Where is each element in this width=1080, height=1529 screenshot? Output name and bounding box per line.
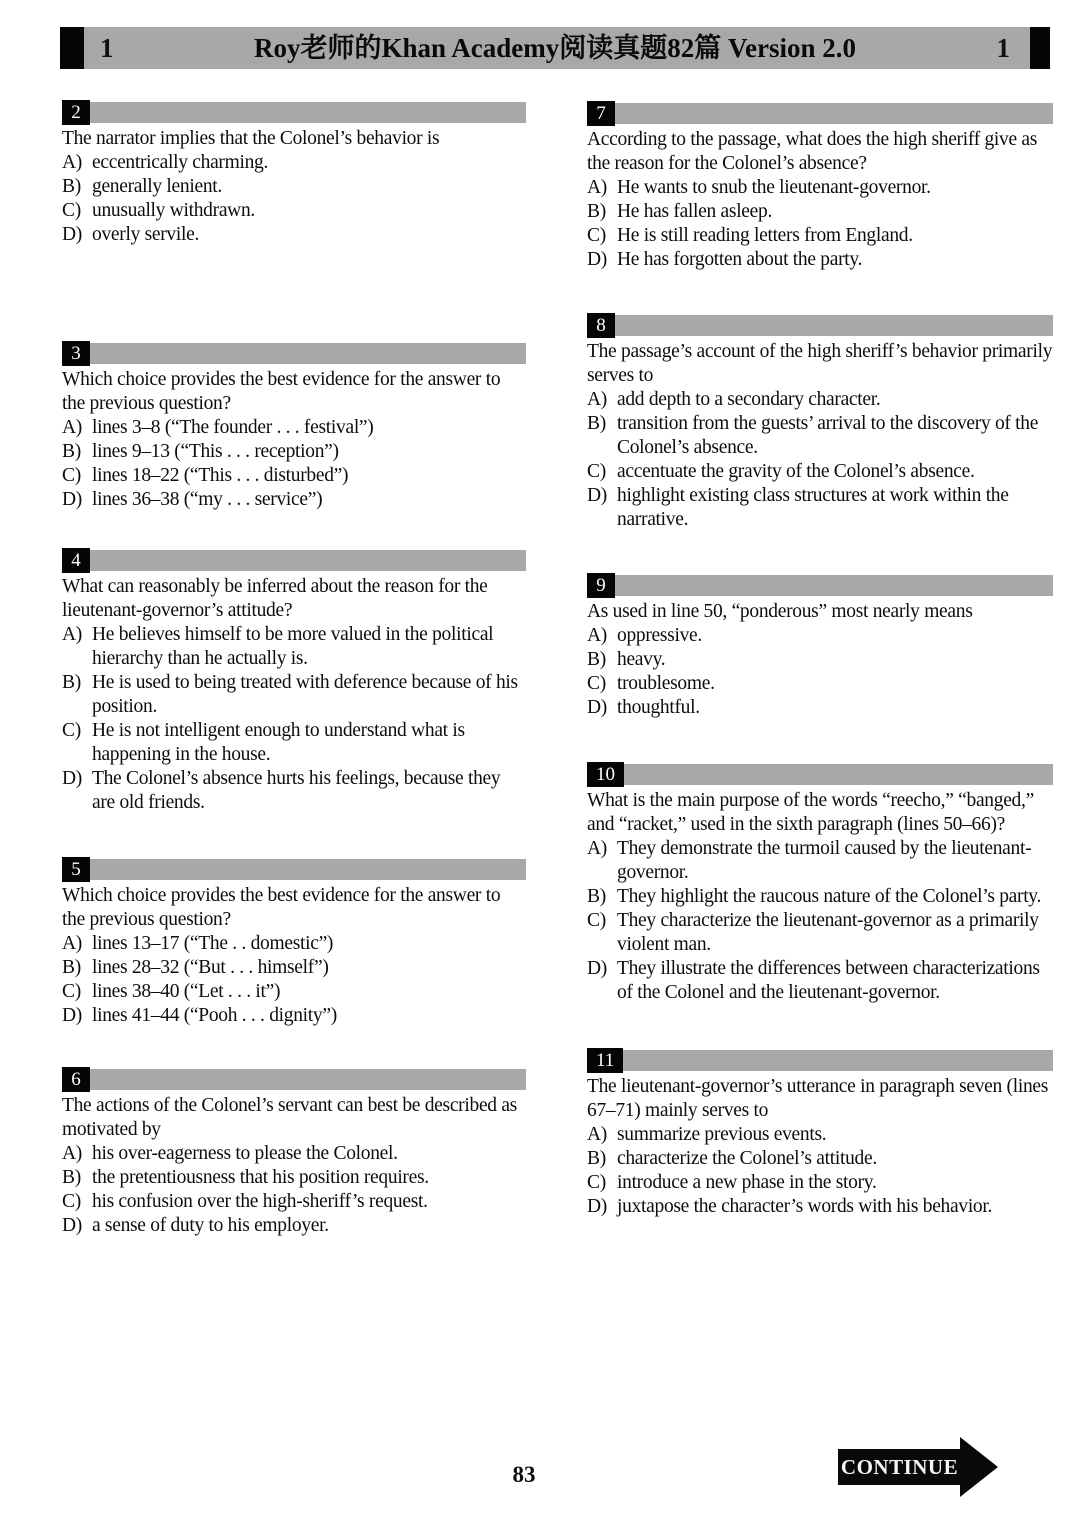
answer-choice-row [587, 412, 1053, 460]
choice-letter: A) [587, 177, 607, 198]
answer-choice-row [587, 200, 1053, 224]
answer-choice-row [587, 176, 1053, 200]
question-stem: As used in line 50, “ponderous” most nearly means [587, 601, 973, 622]
choice-letter: D) [62, 1215, 82, 1236]
choice-letter: C) [587, 225, 606, 246]
question-number-band [62, 548, 526, 573]
answer-choice-row [587, 1147, 1053, 1171]
question-band-bar [615, 575, 1053, 596]
question-band-bar [90, 343, 526, 364]
choice-text: They illustrate the differences between characterizations of the Colonel and the lieutenant-governor. [617, 958, 1040, 1003]
answer-choice-row [587, 224, 1053, 248]
question-number: 7 [587, 101, 615, 126]
choice-text: He is not intelligent enough to understand what is happening in the house. [92, 720, 465, 765]
choice-letter: A) [587, 1124, 607, 1145]
choice-text: He is used to being treated with deference because of his position. [92, 672, 518, 717]
choice-letter: B) [62, 957, 81, 978]
question-block [62, 100, 526, 247]
page-number: 83 [512, 1462, 536, 1487]
question-band-bar [90, 859, 526, 880]
choice-text: He has fallen asleep. [617, 201, 773, 222]
answer-choices [62, 932, 526, 1028]
question-number-band [62, 341, 526, 366]
left-question-column [62, 0, 526, 1529]
question-block [587, 313, 1053, 532]
choice-letter: B) [62, 176, 81, 197]
choice-letter: B) [587, 886, 606, 907]
answer-choice-row [587, 460, 1053, 484]
question-stem: The passage’s account of the high sheriff’s behavior primarily serves to [587, 341, 1053, 386]
choice-letter: A) [587, 389, 607, 410]
question-stem: According to the passage, what does the high sheriff give as the reason for the Colonel’s absence? [587, 129, 1038, 174]
question-block [587, 101, 1053, 272]
question-number: 3 [62, 341, 90, 366]
question-stem: Which choice provides the best evidence for the answer to the previous question? [62, 369, 501, 414]
choice-text: lines 13–17 (“The . . domestic”) [92, 933, 334, 954]
answer-choice-row [587, 624, 1053, 648]
question-block [587, 762, 1053, 1005]
choice-letter: C) [62, 720, 81, 741]
choice-letter: A) [62, 933, 82, 954]
question-stem: The narrator implies that the Colonel’s behavior is [62, 128, 440, 149]
choice-text: oppressive. [617, 625, 702, 646]
choice-letter: B) [587, 413, 606, 434]
choice-text: He believes himself to be more valued in the political hierarchy than he actually is. [92, 624, 494, 669]
choice-text: He has forgotten about the party. [617, 249, 863, 270]
choice-text: transition from the guests’ arrival to the discovery of the Colonel’s absence. [617, 413, 1039, 458]
answer-choice-row [587, 837, 1053, 885]
choice-letter: B) [62, 1167, 81, 1188]
question-number: 2 [62, 100, 90, 125]
question-number: 4 [62, 548, 90, 573]
choice-letter: A) [62, 624, 82, 645]
question-number-band [62, 1067, 526, 1092]
choice-letter: D) [587, 958, 607, 979]
choice-letter: B) [62, 441, 81, 462]
choice-text: heavy. [617, 649, 666, 670]
answer-choice-row [587, 648, 1053, 672]
question-band-bar [90, 102, 526, 123]
choice-letter: D) [62, 768, 82, 789]
choice-text: They characterize the lieutenant-governor as a primarily violent man. [617, 910, 1039, 955]
answer-choice-row [62, 199, 526, 223]
answer-choice-row [587, 957, 1053, 1005]
continue-arrow-body [838, 1449, 961, 1485]
question-number: 8 [587, 313, 615, 338]
question-block [62, 1067, 526, 1238]
answer-choice-row [62, 1166, 526, 1190]
answer-choice-row [62, 932, 526, 956]
continue-arrow [838, 1437, 998, 1498]
choice-text: lines 38–40 (“Let . . . it”) [92, 981, 281, 1002]
choice-letter: B) [587, 201, 606, 222]
answer-choice-row [62, 1214, 526, 1238]
right-question-column [587, 0, 1053, 1529]
answer-choice-row [62, 464, 526, 488]
choice-text: thoughtful. [617, 697, 700, 718]
answer-choices [62, 416, 526, 512]
question-number-band [587, 762, 1053, 787]
question-stem: The lieutenant-governor’s utterance in paragraph seven (lines 67–71) mainly serves to [587, 1076, 1049, 1121]
question-band-bar [615, 315, 1053, 336]
question-number: 11 [587, 1048, 623, 1073]
question-number-band [587, 1048, 1053, 1073]
choice-letter: A) [62, 417, 82, 438]
choice-text: characterize the Colonel’s attitude. [617, 1148, 877, 1169]
question-band-bar [90, 1069, 526, 1090]
header-section-number-right: 1 [996, 33, 1010, 63]
choice-letter: D) [587, 485, 607, 506]
answer-choice-row [62, 440, 526, 464]
choice-text: lines 36–38 (“my . . . service”) [92, 489, 323, 510]
answer-choices [587, 388, 1053, 532]
choice-letter: A) [587, 838, 607, 859]
choice-letter: D) [62, 1005, 82, 1026]
continue-arrow-head-icon [960, 1437, 998, 1497]
answer-choice-row [62, 151, 526, 175]
question-stem: What is the main purpose of the words “reecho,” “banged,” and “racket,” used in the sixth paragraph (lines 50–66)? [587, 790, 1034, 835]
choice-text: generally lenient. [92, 176, 222, 197]
question-stem: What can reasonably be inferred about the reason for the lieutenant-governor’s attitude? [62, 576, 488, 621]
question-number-band [62, 100, 526, 125]
answer-choices [62, 151, 526, 247]
choice-letter: B) [587, 649, 606, 670]
choice-text: They highlight the raucous nature of the Colonel’s party. [617, 886, 1042, 907]
choice-text: lines 18–22 (“This . . . disturbed”) [92, 465, 349, 486]
answer-choice-row [62, 488, 526, 512]
answer-choice-row [62, 175, 526, 199]
answer-choice-row [62, 416, 526, 440]
question-band-bar [615, 103, 1053, 124]
answer-choice-row [62, 956, 526, 980]
choice-text: the pretentiousness that his position requires. [92, 1167, 429, 1188]
choice-text: introduce a new phase in the story. [617, 1172, 877, 1193]
question-number-band [587, 101, 1053, 126]
choice-text: lines 9–13 (“This . . . reception”) [92, 441, 339, 462]
answer-choice-row [587, 484, 1053, 532]
question-number-band [587, 573, 1053, 598]
answer-choice-row [587, 672, 1053, 696]
answer-choice-row [587, 248, 1053, 272]
question-number: 6 [62, 1067, 90, 1092]
answer-choice-row [62, 980, 526, 1004]
question-number: 10 [587, 762, 624, 787]
question-number-band [62, 857, 526, 882]
choice-text: lines 3–8 (“The founder . . . festival”) [92, 417, 374, 438]
answer-choices [587, 1123, 1053, 1219]
choice-letter: D) [62, 224, 82, 245]
choice-letter: A) [587, 625, 607, 646]
choice-text: He wants to snub the lieutenant-governor. [617, 177, 931, 198]
answer-choice-row [587, 1195, 1053, 1219]
choice-letter: C) [587, 673, 606, 694]
choice-letter: D) [62, 489, 82, 510]
answer-choices [587, 176, 1053, 272]
question-number: 5 [62, 857, 90, 882]
question-number-band [587, 313, 1053, 338]
choice-text: his over-eagerness to please the Colonel. [92, 1143, 398, 1164]
choice-letter: C) [587, 461, 606, 482]
choice-text: highlight existing class structures at work within the narrative. [617, 485, 1009, 530]
answer-choice-row [62, 223, 526, 247]
answer-choice-row [62, 719, 526, 767]
choice-letter: C) [587, 1172, 606, 1193]
answer-choice-row [587, 388, 1053, 412]
choice-letter: D) [587, 697, 607, 718]
answer-choice-row [587, 1123, 1053, 1147]
choice-text: overly servile. [92, 224, 200, 245]
answer-choice-row [62, 1142, 526, 1166]
answer-choice-row [62, 671, 526, 719]
question-stem: Which choice provides the best evidence for the answer to the previous question? [62, 885, 501, 930]
choice-letter: C) [62, 200, 81, 221]
choice-letter: C) [587, 910, 606, 931]
header-section-number-left: 1 [100, 33, 114, 63]
choice-letter: C) [62, 1191, 81, 1212]
question-band-bar [623, 1050, 1053, 1071]
answer-choice-row [62, 1004, 526, 1028]
choice-text: juxtapose the character’s words with his behavior. [617, 1196, 993, 1217]
answer-choices [587, 624, 1053, 720]
header-title: Roy老师的Khan Academy阅读真题82篇 Version 2.0 [253, 33, 857, 63]
choice-letter: C) [62, 981, 81, 1002]
answer-choices [587, 837, 1053, 1005]
question-stem: The actions of the Colonel’s servant can best be described as motivated by [62, 1095, 517, 1140]
choice-text: unusually withdrawn. [92, 200, 255, 221]
question-number: 9 [587, 573, 615, 598]
question-block [62, 548, 526, 815]
choice-letter: A) [62, 152, 82, 173]
choice-text: add depth to a secondary character. [617, 389, 881, 410]
choice-text: summarize previous events. [617, 1124, 827, 1145]
choice-letter: C) [62, 465, 81, 486]
choice-letter: D) [587, 249, 607, 270]
question-band-bar [624, 764, 1053, 785]
answer-choices [62, 623, 526, 815]
choice-text: lines 41–44 (“Pooh . . . dignity”) [92, 1005, 337, 1026]
answer-choice-row [62, 767, 526, 815]
choice-text: accentuate the gravity of the Colonel’s absence. [617, 461, 975, 482]
question-block [62, 857, 526, 1028]
answer-choice-row [587, 909, 1053, 957]
continue-label: CONTINUE [840, 1454, 959, 1479]
answer-choice-row [587, 885, 1053, 909]
question-band-bar [90, 550, 526, 571]
answer-choice-row [62, 623, 526, 671]
question-block [587, 573, 1053, 720]
question-block [62, 341, 526, 512]
choice-letter: A) [62, 1143, 82, 1164]
choice-text: They demonstrate the turmoil caused by the lieutenant-governor. [617, 838, 1032, 883]
answer-choice-row [62, 1190, 526, 1214]
choice-text: troublesome. [617, 673, 715, 694]
answer-choice-row [587, 1171, 1053, 1195]
choice-letter: D) [587, 1196, 607, 1217]
answer-choice-row [587, 696, 1053, 720]
choice-text: his confusion over the high-sheriff’s request. [92, 1191, 428, 1212]
choice-letter: B) [587, 1148, 606, 1169]
choice-text: He is still reading letters from England. [617, 225, 913, 246]
choice-text: lines 28–32 (“But . . . himself”) [92, 957, 329, 978]
choice-text: eccentrically charming. [92, 152, 269, 173]
choice-text: The Colonel’s absence hurts his feelings, because they are old friends. [92, 768, 501, 813]
choice-letter: B) [62, 672, 81, 693]
answer-choices [62, 1142, 526, 1238]
question-block [587, 1048, 1053, 1219]
choice-text: a sense of duty to his employer. [92, 1215, 329, 1236]
